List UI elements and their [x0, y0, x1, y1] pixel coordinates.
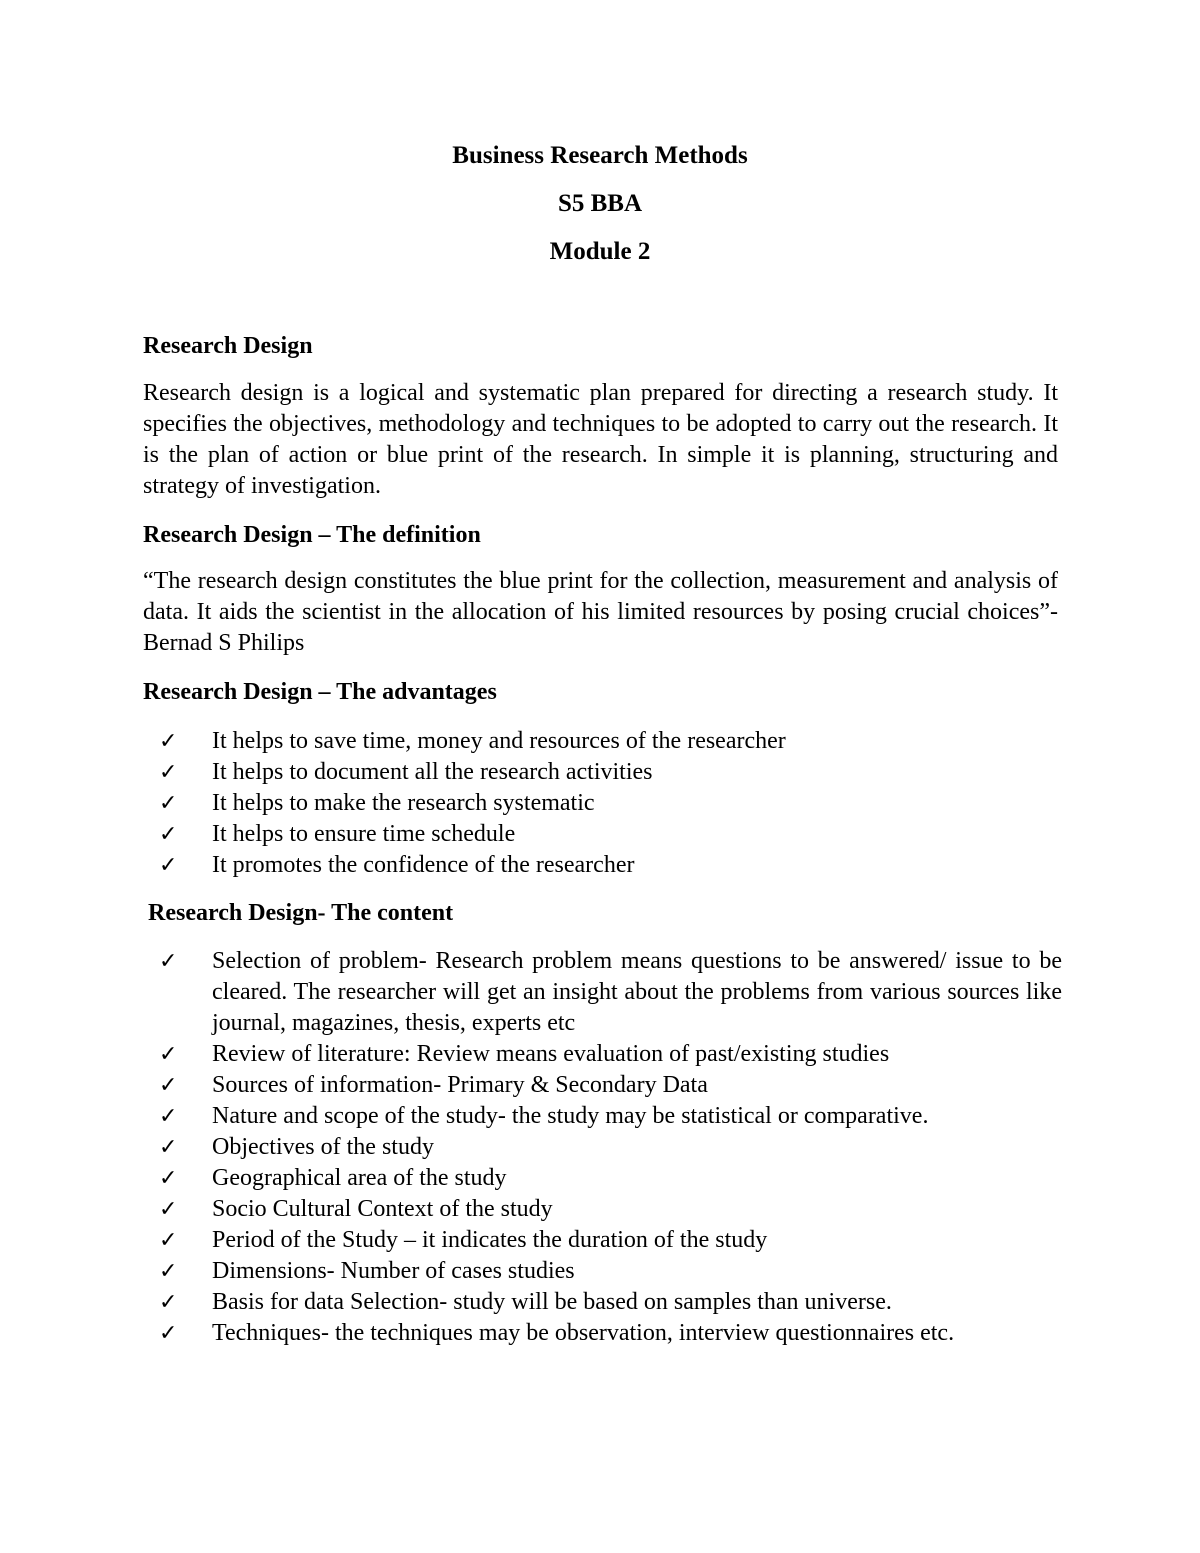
list-item: [157, 1163, 1062, 1194]
check-mark-icon: ✓: [159, 1166, 178, 1191]
list-item: [157, 1101, 1062, 1132]
list-item: [157, 788, 1062, 819]
list-item: [157, 1225, 1062, 1256]
check-mark-icon: ✓: [159, 1104, 178, 1129]
definition-heading: Research Design – The definition: [143, 522, 481, 548]
list-item-text: Dimensions- Number of cases studies: [212, 1258, 575, 1284]
list-item-text: Nature and scope of the study- the study may be statistical or comparative.: [212, 1103, 929, 1129]
list-item-text: It helps to save time, money and resources of the researcher: [212, 728, 786, 754]
list-item-text: It helps to ensure time schedule: [212, 821, 516, 847]
module-label: Module 2: [549, 238, 651, 265]
check-mark-icon: ✓: [159, 1042, 178, 1067]
list-item-text: Objectives of the study: [212, 1134, 434, 1160]
list-item-text: It helps to document all the research activities: [212, 759, 653, 785]
advantages-list: [157, 726, 1062, 881]
check-mark-icon: ✓: [159, 791, 178, 816]
list-item: [157, 1132, 1062, 1163]
list-item-text: Selection of problem- Research problem means questions to be answered/ issue to be cleared. The researcher will get an insight about the problems from various sources like journal, magazines, thesis, experts etc: [212, 948, 1062, 1036]
list-item-text: Techniques- the techniques may be observation, interview questionnaires etc.: [212, 1320, 955, 1346]
list-item: [157, 946, 1062, 1039]
list-item: [157, 1039, 1062, 1070]
list-item: [157, 850, 1062, 881]
list-item-text: Sources of information- Primary & Secondary Data: [212, 1072, 708, 1098]
check-mark-icon: ✓: [159, 1228, 178, 1253]
list-item: [157, 819, 1062, 850]
research-design-paragraph: Research design is a logical and systematic plan prepared for directing a research study. It specifies the objectives, methodology and techniques to be adopted to carry out the research. It is the plan of action or blue print of the research. In simple it is planning, structuring and strategy of investigation.: [143, 380, 1058, 499]
list-item: [157, 1287, 1062, 1318]
list-item: [157, 726, 1062, 757]
document-title: Business Research Methods: [452, 142, 748, 169]
course-label: S5 BBA: [557, 190, 643, 217]
research-design-heading: Research Design: [143, 333, 313, 359]
check-mark-icon: ✓: [159, 822, 178, 847]
advantages-heading: Research Design – The advantages: [143, 679, 497, 705]
list-item-text: Period of the Study – it indicates the duration of the study: [212, 1227, 768, 1253]
list-item-text: Review of literature: Review means evaluation of past/existing studies: [212, 1041, 890, 1067]
check-mark-icon: ✓: [159, 949, 178, 974]
list-item-text: Geographical area of the study: [212, 1165, 507, 1191]
check-mark-icon: ✓: [159, 1197, 178, 1222]
content-heading: Research Design- The content: [148, 900, 454, 926]
check-mark-icon: ✓: [159, 1073, 178, 1098]
check-mark-icon: ✓: [159, 1321, 178, 1346]
list-item-text: Socio Cultural Context of the study: [212, 1196, 553, 1222]
list-item-text: It promotes the confidence of the researcher: [212, 852, 635, 878]
definition-paragraph: “The research design constitutes the blue print for the collection, measurement and analysis of data. It aids the scientist in the allocation of his limited resources by posing crucial choices”- Bernad S Philips: [143, 568, 1058, 656]
list-item-text: Basis for data Selection- study will be based on samples than universe.: [212, 1289, 892, 1315]
content-list: [157, 946, 1062, 1349]
check-mark-icon: ✓: [159, 760, 178, 785]
list-item: [157, 1070, 1062, 1101]
check-mark-icon: ✓: [159, 1135, 178, 1160]
check-mark-icon: ✓: [159, 1259, 178, 1284]
check-mark-icon: ✓: [159, 1290, 178, 1315]
list-item: [157, 1256, 1062, 1287]
list-item: [157, 757, 1062, 788]
check-mark-icon: ✓: [159, 853, 178, 878]
check-mark-icon: ✓: [159, 729, 178, 754]
list-item: [157, 1194, 1062, 1225]
list-item-text: It helps to make the research systematic: [212, 790, 595, 816]
list-item: [157, 1318, 1062, 1349]
